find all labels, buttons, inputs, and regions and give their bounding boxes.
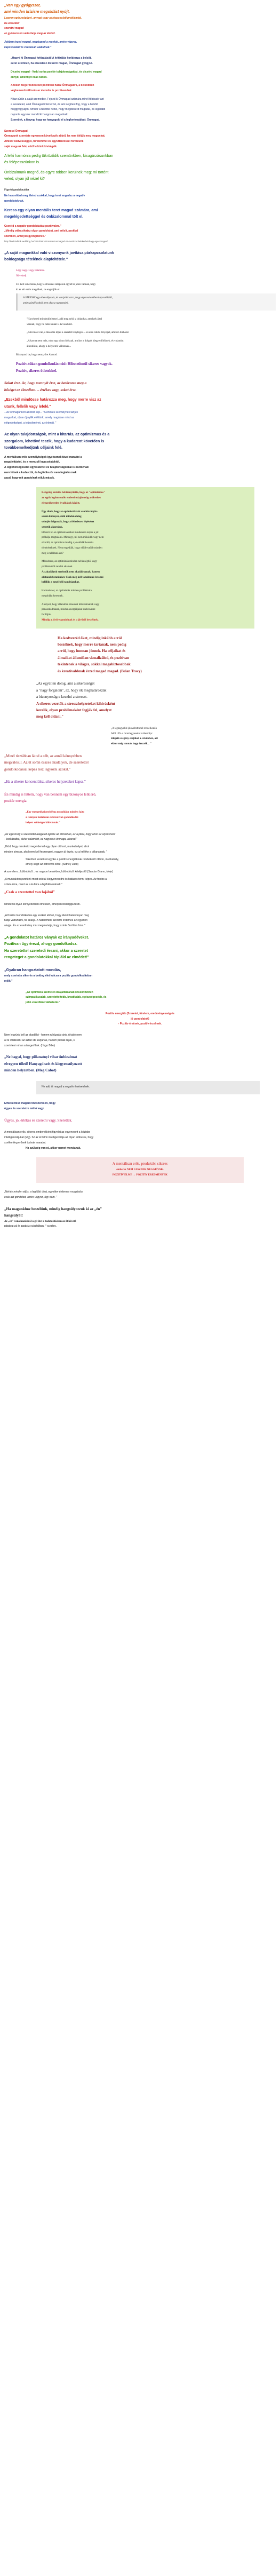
text-line: „A Pozitív Gondolkodás egy eszköz ahhoz, hogy életét hatékonyan meg [4, 913, 89, 917]
remind-yourself [4, 1102, 276, 1111]
text-line: a csúnyák tudatosan és kreatívan gondolkodni [26, 816, 78, 820]
home-note [4, 845, 276, 854]
text-line: pozitív energia. [4, 799, 28, 804]
eq-block [4, 1131, 276, 1150]
text-line: okítanak bennünket. Csak meg kell tanulnunk levonni [42, 576, 103, 579]
text-line: szimpatikusabb, szeretetteltebb, kreatívabb, egészségesebb, és [26, 996, 107, 999]
text-line: sikerült, az optimista mindig a jó oldalát keresi a [42, 542, 94, 545]
text-line: „Ha a sikerre koncentrálsz, sikeres helyzeteket kapsz." [4, 780, 86, 784]
text-line: „Az együtten dolog, ami a sikerességet [36, 681, 95, 686]
text-line: „A legnagyobb ijkoveltettnnel rendelkezők [111, 727, 157, 730]
text-line: minden helyzetben. (Meg Cabot) [4, 1068, 57, 1073]
text-line: „A gondolatot határoz ványak ez irányadéveket. [4, 935, 89, 940]
text-line: „Egy energetikai probléma megoldása minden fajta [26, 811, 85, 814]
text-line: Sikerhez vezető út egyike a pozitív energiáknak rendelkező otthon, munkahely, [26, 857, 119, 861]
optimism-box [36, 487, 254, 628]
text-line: elégedettséget, a teljesítményt, az örömöt. " [4, 421, 57, 425]
text-line: magunkat, olyan új nyílik előttünk, amely magában mind az [4, 416, 74, 419]
stress-leaders-quote [4, 681, 276, 720]
text-line: amit szándékodnál nem akarsz tapasztalni. [23, 302, 69, 305]
text-line: Nézz sűrűn a saját szemedbe. Fejezd ki Önmagad számára minél többször azt [11, 97, 104, 101]
text-line: Ha kedvezzéd őket, mindig inkább arról [58, 635, 122, 640]
text-line: fordítják. [42, 614, 52, 617]
quote-line: az gyökeresen változtatja meg az életed. [4, 32, 55, 36]
love-note [4, 870, 276, 874]
section-heading: Figyeld gondolataidat [4, 189, 29, 192]
text-line: szeretik akarnánk. [42, 526, 63, 529]
intro-quote [4, 3, 276, 49]
text-line: „Gyakran hangoztatott mondás, [4, 968, 61, 972]
quote-line: ami minden krízisre megoldást nyújt. [4, 10, 70, 14]
text-line: szellemileg erősek tudnak maradni. [4, 1141, 46, 1144]
text-line: "Ha teheted mindenkit ismerj, add meg neki: a dolgokat, amelyek által [27, 317, 102, 321]
love-yourself-block [4, 130, 276, 182]
text-line: A mentálisan erős, produktív, sikeres [112, 1162, 168, 1166]
text-line: gondolatoknak. [4, 199, 24, 203]
text-line: Önmagunk szeretete egyensen következik abból, ha nem ítéljük meg magunkat. [4, 134, 106, 138]
text-line: gondolkodással képes lesz legyőzni azokat." [4, 767, 71, 772]
quote-line: kapcsolataid is csodásan alakulnak." [4, 45, 52, 49]
text-line: ál te vitatkozni az aztán ide zárjunak, hanem példák rájuk, s [4, 1038, 75, 1042]
text-line: elvegyen tőled! Hanyagd szét és kiegyensúlyozott [4, 1061, 82, 1066]
quote-line: Jobban érzed magad, megkapod a munkát, amire vágysz, [4, 40, 77, 44]
text-line: naponta egyszer mondd ki hangosan magadnak: [11, 113, 69, 117]
text-line: utunk, fellelik vagy lefelé." [4, 404, 51, 409]
text-line: tudja változtatni, ha akarja. A hatalomból szeretni érdemes az egyetlen [4, 919, 88, 923]
text-line: emberek NEM LESZNEK NEGATÍVAK. [116, 1168, 164, 1171]
text-line: Keress egy olyan mentális teret magad számára, ami [4, 208, 98, 212]
text-line: a szeretetet, amit Önmagad iránt érzel, és ami segíteni fog, hogy a belsőd [11, 102, 98, 106]
positive-mind-box [36, 1157, 244, 1183]
text-line: „A munkakörnyezetünk most sokkal kiegyenesedni és hatásos tenni képes. Az fontos a [4, 877, 107, 881]
text-line: alapja. És az eredmény már megmutatja, hogy szinte őrzötten hisz. " [4, 924, 86, 928]
text-line: Az olyan tulajdonságok, mint a kitartás, az optimizmus és a [4, 433, 110, 437]
text-line: Ahelyett, hogy állandóan másokat hibáztatnának vagy [42, 603, 100, 606]
text-line: Ha szükség van rá, akkor nemet mondanak. [26, 1146, 81, 1150]
text-line: „Minél tisztábban látod a célt, az annál könnyebben [4, 753, 82, 758]
quote-line: szeretni magad [4, 27, 24, 30]
text-line: Ne add át magad a negatív érzéseidnek. [42, 1085, 90, 1088]
text-line: szorgalom, lehetővé teszik, hogy a kudarcot követően is [4, 439, 105, 443]
text-line: meg kell oldani." [36, 714, 64, 719]
text-line: „Ezekből mindösse határozza meg, hogy merre visz az [4, 398, 101, 402]
quote-line: „Van egy gyógyszer, [4, 4, 41, 7]
text-line: Én mindig is hittem, hogy van bennem egy bizonyos lelkierő, [4, 792, 97, 797]
text-line: rengeteget a gondolatokkal tápláld az elmédet!" [4, 956, 89, 960]
workplace-note [4, 878, 276, 887]
text-line: Cseréld a negatív gondolataidat pozitívakra." [4, 224, 61, 228]
text-line: ezzel szemben, ha elkezdesz dicsérni magad, Önmagad gyógyul. [11, 62, 93, 66]
text-line: Szeretlek, a lényeg, hogy ne hanyagold el a legfontosabbat: Önmagad. [11, 118, 100, 122]
brian-tracy-quote [4, 636, 276, 674]
text-line: és felépesszúnkon is. [4, 161, 40, 165]
positive-thinking-note [4, 914, 276, 928]
text-line: Mindig a jövőre gondolnak és a jövőről beszélnek. [42, 618, 99, 622]
text-line: arról, hogy honnan jönnek. Ha céljaikat és [58, 649, 126, 654]
text-line: panaszkodnának, minden energiájukat cselekvésre [42, 608, 95, 611]
optimism-benefit-quote [4, 991, 276, 1005]
text-line: Úgy tűnik, hogy az optimistáknak van hátrányba [42, 510, 98, 513]
text-line: úgyes és szeretetre méltó vagy. [4, 1107, 44, 1111]
sidney-quote [4, 858, 276, 867]
love-quote [4, 890, 276, 895]
text-line: – Az önmagunkról alkotott kép... "A értékes személynek tartjuk [4, 411, 78, 415]
text-line: jobb vezetőkké válhatunk." [26, 1001, 60, 1005]
text-line: Mindenki olyan környezetben élhessen, amelyen boldoggá teszi. [4, 902, 81, 906]
obstacle-note [4, 1033, 276, 1047]
text-line: „Az optimista személet elsajátításának köszönhetően [26, 990, 93, 994]
text-line: Amikor megerősítéseket pozitívan hatsz Önmagadra, a belsődben [11, 84, 94, 88]
text-line: kezelik, olyan problémaként fogják fel, amelyet [36, 707, 112, 712]
text-line: lélegzik szegény erejüket a szívükben, azt [111, 737, 158, 741]
text-line: annyit, amennyit csak tudod. [11, 75, 47, 79]
be-great-block [4, 269, 276, 373]
text-line: amely segít az otthonról előre. (Sidney Judd) [26, 863, 79, 866]
text-line: továbbemelkedjünk céljaink felé. [4, 446, 62, 450]
text-line: felül 10% a mind egyeseket válaszolja: [111, 732, 153, 735]
text-line: Ha szeretettel szeretedi érezni, akkor a szeretet [4, 949, 88, 953]
text-line: „Hagyd ki Önmagad kritizálását! A kritizálás korlátozza a belsőt, [11, 57, 92, 60]
text-line: átlendülsz, ahogy a helyzetek változnak... [27, 345, 71, 348]
success-focus-quote [4, 780, 276, 784]
health-note [4, 833, 276, 842]
text-line: A sikeres vezetők a stresszhelyzeteket kihívásként [36, 701, 115, 706]
text-line: Fel kell ismernünk, hogy a stresszes állapotok együtt is jelen vannak, hogy [16, 283, 96, 286]
text-line: ekkor még vannak hogy érezzék... " [111, 743, 152, 746]
text-line: vannak, hogy ha tudsz annál is kevesebbet. [27, 323, 73, 326]
text-line: „Nehéz minden eljös, a legtöbb óhaj, egyetlen érdemes mozgásba [4, 1190, 83, 1194]
goal-quote [4, 754, 276, 772]
text-line: Emlékeztesd magad rendszeresen, hogy [4, 1102, 56, 1106]
text-line: POZITÍV ELME → POZITÍV EREDMÉNYEK [112, 1173, 168, 1176]
text-line: beszélnek, hogy merre tartanak, nem pedig [58, 642, 126, 647]
text-line: végbemenő változás az életedre is pozitívan hat. [11, 89, 73, 93]
text-line: hangsúlyát! [4, 1213, 23, 1218]
thoughts-green-quote [4, 935, 276, 960]
text-line: „Csak a szeretettel van fajából" [4, 890, 55, 895]
text-line: Pozitív energiák (Szeretet, türelem, eredményesség és [106, 1012, 174, 1015]
text-line: próbálja megtalálni. Mindegy, mi nem működik vagy nem [42, 536, 104, 539]
text-line: szerinteni rohan a tanger! link. (Hugo Bibo) [4, 1044, 55, 1047]
stress-box [16, 293, 276, 311]
text-line: jó gondolatok) [131, 1017, 149, 1021]
text-line: Légy nagy. Légy hatalmas. [16, 269, 45, 273]
text-line: szintjét dolgozzák, hogy a felfedezett lépéseket [42, 521, 94, 524]
text-line: negativitástól, és a merezoli kapcsolatoktól. [4, 460, 60, 464]
text-line: és kreatívabbnak érzed magad magad. (Brian Tracy) [58, 669, 142, 673]
positive-energies [4, 1012, 276, 1026]
i-emphasis-quote [4, 1207, 276, 1229]
success-key-quote [4, 968, 276, 983]
text-line: A szerelem... különböző... ez nagyon beszédes, különböző. A teljesítő (Sandar Grano, ideje) [4, 870, 113, 874]
mental-strength-block [4, 432, 276, 480]
text-line: Az „én" vonatkozásáról segít ötet a tudatosításban az őt követő [4, 1220, 76, 1223]
text-line: boldogsága tételének alapfeltétele." [4, 257, 68, 261]
love-yourself-line [4, 1118, 276, 1123]
text-line: azzal, hogy mit gondolnak róluk mások. [4, 476, 55, 480]
text-line: szemben, amelyek gyengítenek." [4, 235, 46, 238]
text-line: A STRESSZ egy ellensúlyozás, és van jelük arra, hogy olyasvalamihez kapcsolódtál, [23, 297, 113, 300]
text-line: A lelki harmónia pedig tükröződik szemünkben, kisugárzásunkban [4, 154, 114, 158]
text-line: „Ami most van, a második lépés a szeretet tényleges-... és arra tedd a lényeget, amiben bízhatsz [27, 331, 129, 335]
text-line: sosem könnyen, akik minden dolog [42, 515, 82, 519]
self-praise-block [4, 57, 276, 122]
text-line: „A saját magunkkal való viszonyunk javítása párkapcsolatunk [4, 251, 114, 255]
text-line: nem félnek a kudarctól, és legtöbbször nem foglalkoznak [4, 471, 77, 474]
text-line: helyett szükséges kihívásnak." [26, 821, 60, 824]
text-line: Pozitív-tükor-gondolkodásmód: Hibetetlenül sikeres vagyok. [16, 362, 113, 367]
text-line: mely szerint a siker és a boldog élet kulcsa a pozitív gondolkodásban [4, 974, 93, 978]
text-line: „Hidd, hogy mindenki megérdemel egy olyan otthont, munkahelyet, ahol [4, 845, 89, 849]
text-line: A mentálisan erős személyiségek igyekeznek távol maradni a [4, 455, 82, 459]
text-line: „Ha magunkhoz beszélünk, mindig hangsúlyozzuk ki az „én" [4, 1206, 102, 1211]
text-line: „A karma nem más, mint egy olyan időszak, amikor a dolgok kiegyenlítődnek, és valamint [27, 340, 124, 343]
text-line: saját magunk felé, attól lelkünk kivirágzik. [4, 145, 58, 148]
leaders-quote [4, 727, 276, 746]
text-line: A mentálisan erős, sikeres emberekként figyelet az egyenesett a krízisbe [4, 1131, 91, 1134]
text-line: Bizonytod be, hogy nemzyőre Akarod. [16, 353, 58, 356]
text-line: Növekedj. [16, 275, 27, 278]
text-line: problémából tanulni akarnak. [42, 566, 73, 569]
text-line: számunkra, ment az a kultúra a fejlődéseinknek." [4, 882, 62, 886]
text-line: elengedhetetlen kvalitások között. [42, 502, 81, 505]
meg-cabot-quote [4, 1055, 276, 1073]
text-line: tekintenek a világra, sokkal magabiztosabbak [58, 662, 131, 667]
text-line: a bizonyosságra kezelni a stresszt. [36, 695, 87, 699]
text-line: ki az aki ezt is megélheti, ne engedjük el: [16, 288, 60, 291]
self-worth-block [4, 381, 276, 425]
text-line: csak azt gondolod, amire vágysz, úgy nem. " [4, 1196, 58, 1199]
text-line: Másodszor, az optimisták minden nehézségből vagy [42, 560, 98, 563]
text-line: Az akadályok szerintük nem akadályoznak, hanem [42, 570, 100, 574]
text-line: Dicsérd magad - Vedd sorba pozitív tulajdonságaidat, és dicsérd magad [11, 70, 102, 74]
text-line: az egyik legfontosabb emberi tulajdonság a sikerhez [42, 497, 101, 500]
text-line: Ne hasonlítsd meg életed azokkal, hogy teret engedsz a negatív [4, 194, 85, 198]
text-line: bőséget az életedben. – értékes vagy, sokat érsz. [4, 387, 77, 392]
text-line: a "nagy forgalom", az, hogy ők meghatározzák [36, 688, 107, 693]
text-line: meggyógyuljon. Amikor a tükörbe nézel, hogy megdicsérd magadat, és legalább [11, 108, 106, 112]
text-line: megoldást keresnek. [42, 594, 63, 598]
section-heading: Szeresd Önmagad [4, 129, 28, 133]
text-line: Harmadszor, az optimisták minden problémára [42, 590, 92, 593]
text-line: megvalósul. Az út során összes akadályok, de szeretettel [4, 760, 89, 765]
text-line: Ügyes, jó, értékes és szeretni vagy. Szeretlek. [4, 1118, 73, 1123]
text-line: Önbizalmunk megnő, és egyre többen kerülnek meg: mi történt [4, 170, 109, 174]
text-line: - Pozitív érzések, pozitív érzelmek. [118, 1022, 162, 1026]
text-line: Rengeteg kutatás bebizonyította, hogy az "optimizmus" [42, 491, 106, 495]
text-line: A legtehetségesebb egyesülettel és tulajdonságokkal is osztoznak: [4, 466, 90, 470]
text-line: veled, olyan jól nézel ki? [4, 177, 45, 181]
text-line: minden szó és gondolat szimbólum. " szegény. [4, 1225, 57, 1228]
text-line: rejlik." [4, 979, 13, 983]
quote-line: Legyen egészségügyi, anyagi vagy párkapcsolati problémád, [4, 16, 82, 20]
text-line: „Ne hagyd, hogy pillanatnyi vihar önbizalmat [4, 1055, 77, 1060]
energy-belief [4, 792, 276, 804]
source-link[interactable]: http://lelekinditok.webblog.hu/2014/09/10/szeresd-onmagad-12-modszer-lelekerbel-hogy-egeszseges/ [4, 240, 108, 243]
text-line: „Az egészség a szeretettel alapjelző éjjelbe az álmokban, ez a jókor, hogy azon ez olyan ment [4, 832, 116, 836]
text-line: Pozitívan ügy érezd, ahogy gondolkodsz. [4, 942, 77, 947]
text-line: megelégedettséggel és önbizalommal tölt el. [4, 215, 84, 219]
text-line: történéseknek. Nem engedjük, hogy előbb-utóbb minden [42, 546, 102, 550]
environment-note [4, 903, 276, 907]
text-line: belőlük a megfelelő tanulságokat. [42, 581, 80, 584]
quote-line: ha elkezded [4, 21, 20, 25]
text-line: Sokat érsz. Az, hogy mennyit érsz, az határozza meg a [4, 381, 87, 386]
negative-feelings-box [36, 1081, 260, 1095]
text-line: meg is található azt? [42, 552, 63, 555]
text-line: álmaikat állandóan vizualizálod, és pozitívan [58, 655, 129, 660]
text-line: intelligenciájukat (EQ). Sz az érzelmi intelligenciája az olyan emberek, hogy [4, 1136, 94, 1140]
text-line: minden stressz, ahol nem kell feszengeni, nagyon jó érzés, ez a kelléke a pillanatnak. " [4, 850, 107, 854]
thoughts-block [4, 189, 276, 243]
everything-comes-quote [4, 1190, 276, 1199]
relationship-quote [4, 251, 276, 263]
text-line: - kockázatba, akkor valamiért, ez nagyon is önmaga, akarod." [4, 838, 77, 841]
energetic-problem-quote [4, 811, 276, 825]
text-line: Amikor kedvességgel, türelemmel és együttérzéssel fordulunk [4, 140, 84, 144]
text-line: Pozitív, sikeres ötletekkel. [16, 368, 57, 373]
text-line: „Mindig választhatsz olyan gondolatot, ami erőslt, azokkal [4, 229, 78, 233]
text-line: Először is: az optimista ember mindenben képes a jót [42, 531, 99, 534]
text-line: Nem legyünk kell az akadályt - hanem ruházzák ránk. A tuttó nem [4, 1033, 82, 1037]
